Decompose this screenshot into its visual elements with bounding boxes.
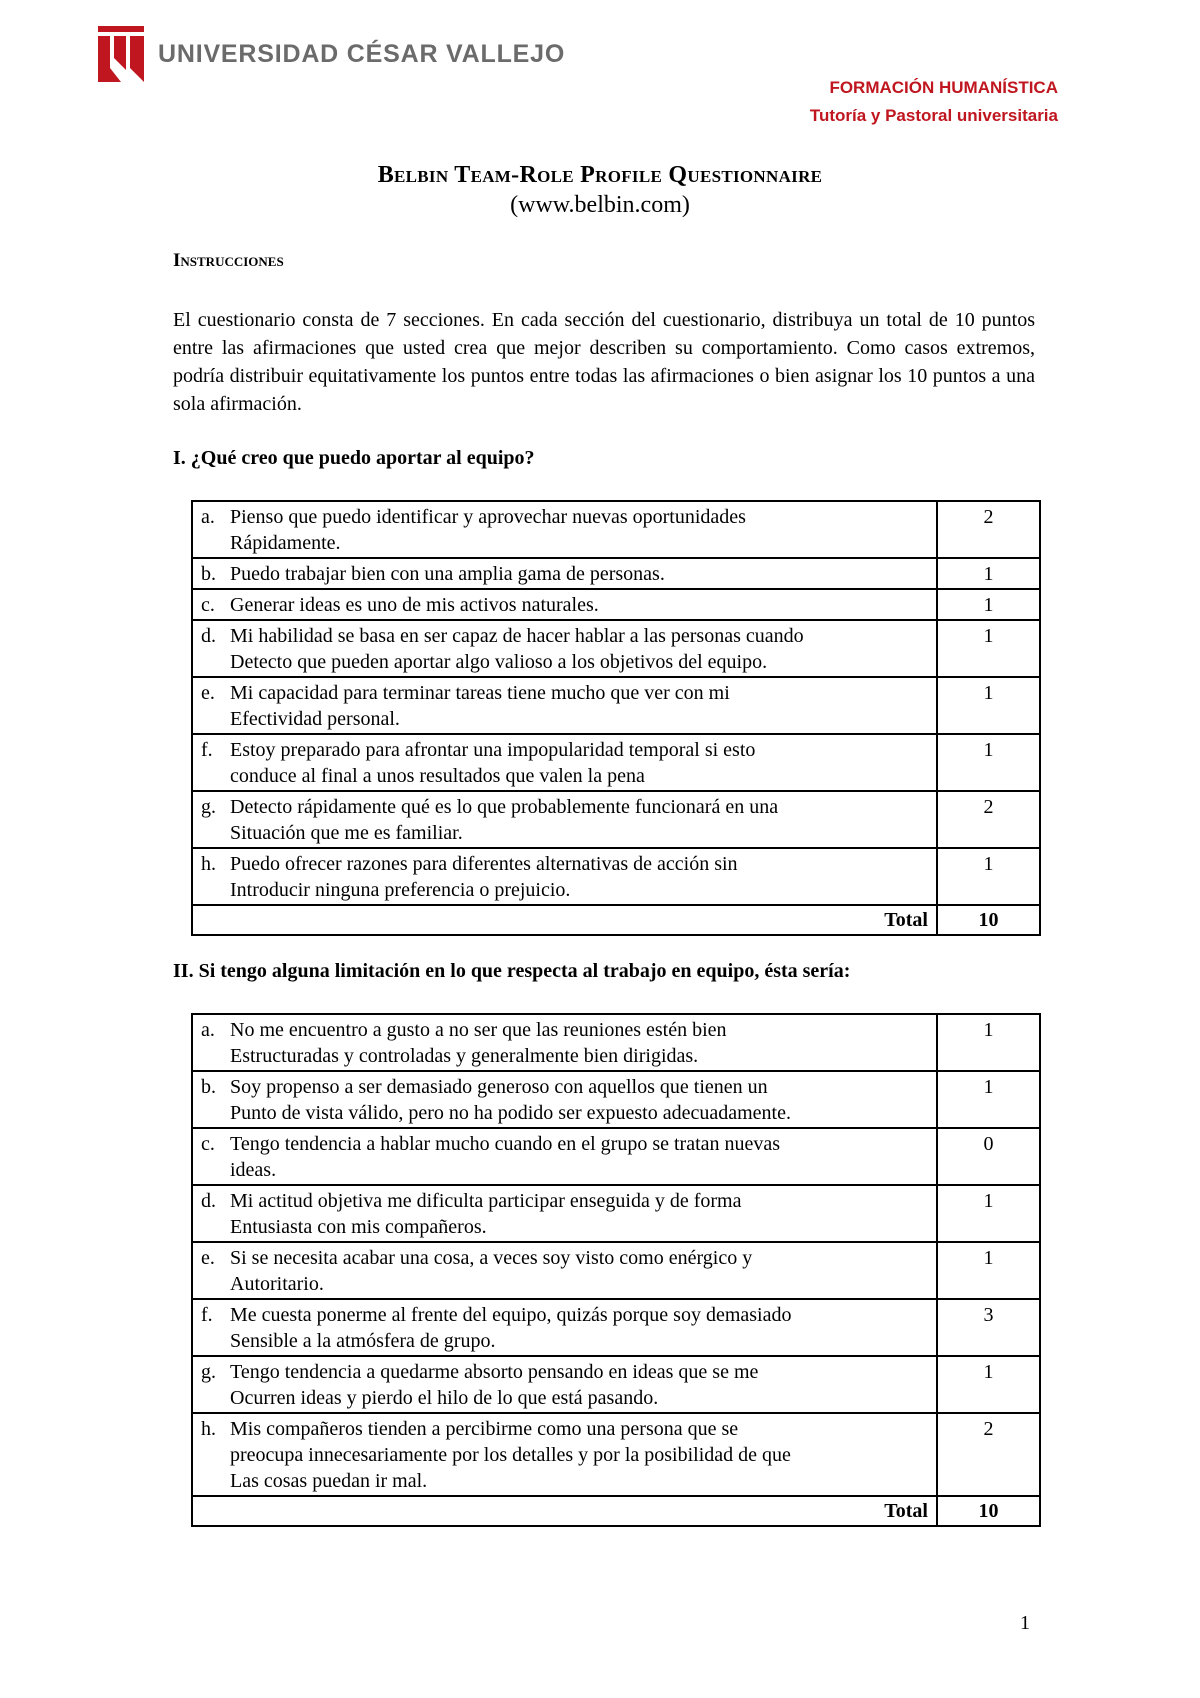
statement-text: No me encuentro a gusto a no ser que las reuniones estén bien (230, 1019, 727, 1041)
statement-text: Detecto que pueden aportar algo valioso a los objetivos del equipo. (230, 651, 768, 673)
statement-text: ideas. (230, 1159, 277, 1181)
table-row (192, 558, 1040, 589)
points-cell[interactable]: 1 (937, 1071, 1040, 1128)
statement-text: Mi habilidad se basa en ser capaz de hacer hablar a las personas cuando (230, 625, 804, 647)
document-website: (www.belbin.com) (510, 192, 690, 218)
points-cell[interactable]: 2 (937, 1413, 1040, 1496)
statement-cell (192, 558, 937, 589)
statement-cell (192, 589, 937, 620)
item-letter: c. (201, 1133, 215, 1155)
university-crest-icon (98, 26, 144, 82)
statement-cell (192, 1299, 937, 1356)
statement-text: Me cuesta ponerme al frente del equipo, quizás porque soy demasiado (230, 1304, 792, 1326)
points-cell[interactable]: 1 (937, 1242, 1040, 1299)
item-letter: f. (201, 739, 213, 761)
points-cell[interactable]: 1 (937, 620, 1040, 677)
statement-cell (192, 1242, 937, 1299)
table-row (192, 734, 1040, 791)
section-2-heading: II. Si tengo alguna limitación en lo que respecta al trabajo en equipo, ésta sería: (173, 960, 851, 982)
statement-text: Pienso que puedo identificar y aprovechar nuevas oportunidades (230, 506, 746, 528)
statement-text: Puedo ofrecer razones para diferentes alternativas de acción sin (230, 853, 738, 875)
statement-text: Generar ideas es uno de mis activos naturales. (230, 594, 599, 616)
table-row (192, 848, 1040, 905)
points-cell[interactable]: 3 (937, 1299, 1040, 1356)
item-letter: h. (201, 853, 216, 875)
table-row (192, 677, 1040, 734)
table-row (192, 1413, 1040, 1496)
statement-text: Punto de vista válido, pero no ha podido ser expuesto adecuadamente. (230, 1102, 791, 1124)
points-cell[interactable]: 2 (937, 791, 1040, 848)
points-cell[interactable]: 1 (937, 1185, 1040, 1242)
table-row (192, 1356, 1040, 1413)
statement-cell (192, 1071, 937, 1128)
total-value: 10 (937, 1496, 1040, 1526)
statement-text: Mi actitud objetiva me dificulta participar enseguida y de forma (230, 1190, 742, 1212)
table-row (192, 1014, 1040, 1071)
instructions-heading: Instrucciones (173, 250, 284, 271)
total-value: 10 (937, 905, 1040, 935)
statement-text: Tengo tendencia a hablar mucho cuando en el grupo se tratan nuevas (230, 1133, 781, 1155)
department-name: FORMACIÓN HUMANÍSTICA (829, 78, 1058, 97)
statement-cell (192, 1128, 937, 1185)
subdepartment-name: Tutoría y Pastoral universitaria (809, 106, 1058, 125)
statement-text: Estoy preparado para afrontar una impopularidad temporal si esto (230, 739, 756, 761)
statement-cell (192, 677, 937, 734)
table-row (192, 1185, 1040, 1242)
statement-text: conduce al final a unos resultados que valen la pena (230, 765, 645, 787)
points-cell[interactable]: 1 (937, 1356, 1040, 1413)
table-row (192, 620, 1040, 677)
item-letter: a. (201, 1019, 215, 1041)
statement-cell (192, 620, 937, 677)
table-row (192, 1071, 1040, 1128)
points-cell[interactable]: 1 (937, 734, 1040, 791)
university-logo (98, 26, 565, 82)
total-label: Total (192, 905, 937, 935)
statement-text: Entusiasta con mis compañeros. (230, 1216, 487, 1238)
points-cell[interactable]: 2 (937, 501, 1040, 558)
document-title-block (0, 160, 1200, 220)
points-cell[interactable]: 1 (937, 677, 1040, 734)
statement-text: Introducir ninguna preferencia o prejuicio. (230, 879, 571, 901)
points-cell[interactable]: 1 (937, 558, 1040, 589)
statement-cell (192, 791, 937, 848)
statement-text: Situación que me es familiar. (230, 822, 463, 844)
item-letter: b. (201, 563, 216, 585)
statement-text: Puedo trabajar bien con una amplia gama de personas. (230, 563, 665, 585)
statement-text: Autoritario. (230, 1273, 324, 1295)
item-letter: c. (201, 594, 215, 616)
statement-text: Estructuradas y controladas y generalmente bien dirigidas. (230, 1045, 699, 1067)
statement-cell (192, 1356, 937, 1413)
statement-text: Sensible a la atmósfera de grupo. (230, 1330, 496, 1352)
instructions-text: El cuestionario consta de 7 secciones. En cada sección del cuestionario, distribuya un total de 10 puntos entre las afirmaciones que usted crea que mejor describen su comportamiento. Como casos extremos, podría distribuir equitativamente los puntos entre todas las afirmaciones o bien asignar los 10 puntos a una sola afirmación. (173, 309, 1035, 415)
item-letter: g. (201, 796, 216, 818)
statement-text: Si se necesita acabar una cosa, a veces soy visto como enérgico y (230, 1247, 753, 1269)
table-row (192, 1299, 1040, 1356)
statement-text: Soy propenso a ser demasiado generoso con aquellos que tienen un (230, 1076, 768, 1098)
section-2-table (191, 1013, 1041, 1527)
table-row (192, 791, 1040, 848)
item-letter: d. (201, 625, 216, 647)
statement-text: Las cosas puedan ir mal. (230, 1470, 428, 1492)
points-cell[interactable]: 1 (937, 848, 1040, 905)
table-row (192, 501, 1040, 558)
table-row (192, 589, 1040, 620)
points-cell[interactable]: 1 (937, 589, 1040, 620)
statement-cell (192, 1185, 937, 1242)
statement-text: Mi capacidad para terminar tareas tiene mucho que ver con mi (230, 682, 730, 704)
item-letter: f. (201, 1304, 213, 1326)
statement-text: Rápidamente. (230, 532, 341, 554)
points-cell[interactable]: 1 (937, 1014, 1040, 1071)
total-row (192, 1496, 1040, 1526)
statement-cell (192, 734, 937, 791)
statement-cell (192, 1014, 937, 1071)
item-letter: g. (201, 1361, 216, 1383)
statement-text: Mis compañeros tienden a percibirme como una persona que se (230, 1418, 739, 1440)
item-letter: b. (201, 1076, 216, 1098)
page-number: 1 (1020, 1612, 1030, 1634)
points-cell[interactable]: 0 (937, 1128, 1040, 1185)
total-row (192, 905, 1040, 935)
item-letter: a. (201, 506, 215, 528)
table-row (192, 1242, 1040, 1299)
item-letter: e. (201, 682, 215, 704)
statement-text: Tengo tendencia a quedarme absorto pensando en ideas que se me (230, 1361, 759, 1383)
university-name: UNIVERSIDAD CÉSAR VALLEJO (158, 39, 566, 68)
section-1-heading: I. ¿Qué creo que puedo aportar al equipo? (173, 447, 535, 469)
department-block (810, 74, 1058, 130)
statement-cell (192, 848, 937, 905)
statement-text: preocupa innecesariamente por los detalles y por la posibilidad de que (230, 1444, 791, 1466)
statement-text: Efectividad personal. (230, 708, 400, 730)
item-letter: d. (201, 1190, 216, 1212)
statement-cell (192, 501, 937, 558)
item-letter: h. (201, 1418, 216, 1440)
table-row (192, 1128, 1040, 1185)
statement-cell (192, 1413, 937, 1496)
statement-text: Ocurren ideas y pierdo el hilo de lo que está pasando. (230, 1387, 659, 1409)
document-title: Belbin Team-Role Profile Questionnaire (377, 162, 823, 188)
statement-text: Detecto rápidamente qué es lo que probablemente funcionará en una (230, 796, 779, 818)
total-label: Total (192, 1496, 937, 1526)
item-letter: e. (201, 1247, 215, 1269)
section-1-table (191, 500, 1041, 936)
